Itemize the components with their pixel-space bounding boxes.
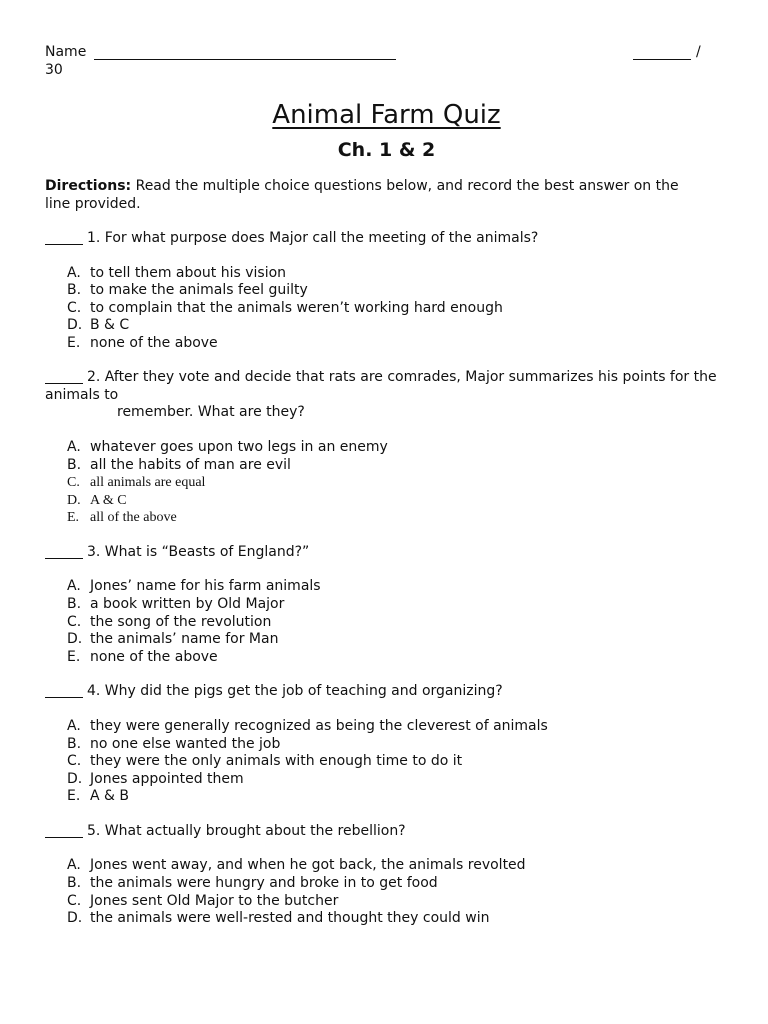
option-letter: C. xyxy=(67,475,80,491)
option-letter: A. xyxy=(67,438,81,455)
option-text: the song of the revolution xyxy=(90,613,272,630)
option-letter: D. xyxy=(67,770,83,787)
option-letter: E. xyxy=(67,648,81,665)
option-text: none of the above xyxy=(90,334,218,351)
option-text: all of the above xyxy=(90,510,177,526)
option-item xyxy=(45,649,728,667)
option-text: Jones went away, and when he got back, the animals revolted xyxy=(90,857,526,874)
option-item xyxy=(45,857,728,875)
option-text: to complain that the animals weren’t working hard enough xyxy=(90,299,503,316)
answer-blank-3[interactable] xyxy=(45,544,83,559)
option-item xyxy=(45,718,728,736)
option-text: Jones appointed them xyxy=(90,770,244,787)
question-3 xyxy=(45,544,728,562)
option-text: whatever goes upon two legs in an enemy xyxy=(90,438,388,455)
option-item xyxy=(45,457,728,475)
option-text: to make the animals feel guilty xyxy=(90,282,308,299)
option-letter: E. xyxy=(67,334,81,351)
option-item xyxy=(45,596,728,614)
answer-blank-1[interactable] xyxy=(45,230,83,245)
option-item xyxy=(45,631,728,649)
option-item xyxy=(45,282,728,300)
answer-blank-5[interactable] xyxy=(45,823,83,838)
option-letter: D. xyxy=(67,631,83,648)
question-continuation: remember. What are they? xyxy=(117,404,305,421)
option-letter: E. xyxy=(67,510,80,526)
option-letter: C. xyxy=(67,299,82,316)
option-text: A & B xyxy=(90,788,129,805)
option-item xyxy=(45,893,728,911)
option-letter: D. xyxy=(67,317,83,334)
directions-text: Read the multiple choice questions below, and record the best answer on the line provided. xyxy=(45,178,679,212)
question-2 xyxy=(45,369,728,422)
option-text: A & C xyxy=(90,492,127,508)
option-item xyxy=(45,788,728,806)
option-letter: C. xyxy=(67,613,82,630)
option-letter: D. xyxy=(67,492,81,508)
option-item xyxy=(45,771,728,789)
option-item xyxy=(45,910,728,928)
option-text: to tell them about his vision xyxy=(90,264,287,281)
question-text: 3. What is “Beasts of England?” xyxy=(87,543,310,560)
option-item xyxy=(45,614,728,632)
question-4 xyxy=(45,683,728,701)
option-letter: D. xyxy=(67,910,83,927)
options-list-1 xyxy=(45,265,728,353)
page-title: Animal Farm Quiz xyxy=(272,100,501,130)
score-blank-line[interactable] xyxy=(633,45,691,60)
option-text: the animals’ name for Man xyxy=(90,631,279,648)
option-letter: A. xyxy=(67,857,81,874)
option-text: B & C xyxy=(90,317,130,334)
option-item xyxy=(45,265,728,283)
option-letter: E. xyxy=(67,788,81,805)
question-text: 5. What actually brought about the rebellion? xyxy=(87,822,406,839)
option-letter: B. xyxy=(67,596,82,613)
options-list-3 xyxy=(45,578,728,666)
question-text: 1. For what purpose does Major call the meeting of the animals? xyxy=(87,230,539,246)
option-text: all the habits of man are evil xyxy=(90,456,291,473)
option-letter: B. xyxy=(67,456,82,473)
option-text: Jones sent Old Major to the butcher xyxy=(90,892,339,909)
option-item xyxy=(45,492,728,510)
option-letter: B. xyxy=(67,282,82,299)
option-text: none of the above xyxy=(90,648,218,665)
page-subtitle: Ch. 1 & 2 xyxy=(337,139,436,161)
option-text: all animals are equal xyxy=(90,475,206,491)
question-1 xyxy=(45,230,728,248)
option-letter: B. xyxy=(67,735,82,752)
options-list-5 xyxy=(45,857,728,927)
option-letter: A. xyxy=(67,264,81,281)
question-text: 4. Why did the pigs get the job of teaching and organizing? xyxy=(87,683,503,700)
option-text: the animals were hungry and broke in to get food xyxy=(90,874,438,891)
option-item xyxy=(45,335,728,353)
directions-label: Directions: xyxy=(45,178,132,194)
name-label: Name xyxy=(45,44,87,60)
option-item xyxy=(45,736,728,754)
option-letter: A. xyxy=(67,578,81,595)
question-5 xyxy=(45,823,728,841)
score-total: 30 xyxy=(45,62,63,78)
option-item xyxy=(45,875,728,893)
score-slash: / xyxy=(696,44,701,60)
option-item xyxy=(45,474,728,492)
option-text: Jones’ name for his farm animals xyxy=(90,578,321,595)
option-item xyxy=(45,509,728,527)
option-letter: B. xyxy=(67,874,82,891)
question-text: 2. After they vote and decide that rats are comrades, Major summarizes his points for the animals to xyxy=(45,369,717,403)
option-text: a book written by Old Major xyxy=(90,596,285,613)
option-text: they were the only animals with enough time to do it xyxy=(90,753,463,770)
option-letter: C. xyxy=(67,892,82,909)
directions xyxy=(45,178,705,213)
answer-blank-2[interactable] xyxy=(45,369,83,384)
option-letter: A. xyxy=(67,717,81,734)
options-list-4 xyxy=(45,718,728,806)
option-letter: C. xyxy=(67,753,82,770)
option-item xyxy=(45,439,728,457)
name-row xyxy=(45,44,728,62)
option-item xyxy=(45,317,728,335)
option-item xyxy=(45,578,728,596)
option-text: they were generally recognized as being the cleverest of animals xyxy=(90,717,548,734)
option-item xyxy=(45,300,728,318)
name-blank-line[interactable] xyxy=(94,45,396,60)
option-text: no one else wanted the job xyxy=(90,735,281,752)
answer-blank-4[interactable] xyxy=(45,683,83,698)
options-list-2 xyxy=(45,439,728,527)
option-item xyxy=(45,753,728,771)
option-text: the animals were well-rested and thought they could win xyxy=(90,910,490,927)
